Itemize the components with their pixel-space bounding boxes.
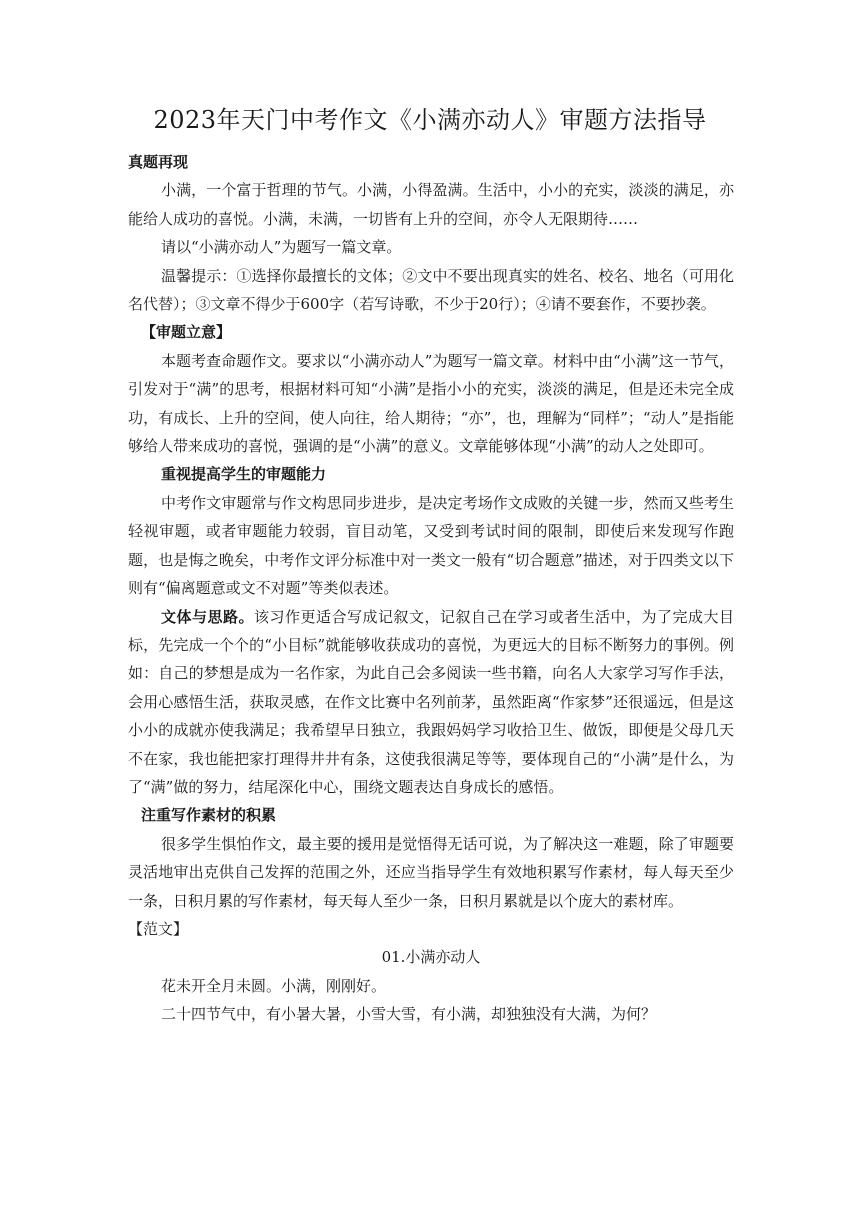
style-lead: 文体与思路。 (161, 607, 254, 626)
document-body (128, 148, 734, 1029)
essay-title: 01.小满亦动人 (381, 948, 481, 967)
paragraph: 花未开全月未圆。小满，刚刚好。 (161, 976, 387, 995)
document-title: 2023年天门中考作文《小满亦动人》审题方法指导 (153, 106, 707, 134)
paragraph: 二十四节气中，有小暑大暑，小雪大雪，有小满，却独独没有大满，为何？ (161, 1005, 657, 1024)
style-text: 该习作更适合写成记叙文，记叙自己在学习或者生活中，为了完成大目标，先完成一个个的“小目标”就能够收获成功的喜悦，为更远大的目标不断努力的事例。例如：自己的梦想是成为一名作家，为此自己会多阅读一些书籍，向名人大家学习写作手法，会用心感悟生活，获取灵感，在作文比赛中名列前茅，虽然距离“作家梦”还很遥远，但是这小小的成就亦使我满足；我希望早日独立，我跟妈妈学习收拾卫生、做饭，即便是父母几天不在家，我也能把家打理得井井有条，这使我很满足等等，要体现自己的“小满”是什么，为了“满”做的努力，结尾深化中心，围绕文题表达自身成长的感悟。 (128, 607, 734, 796)
section-heading-material: 注重写作素材的积累 (141, 806, 277, 825)
paragraph: 温馨提示：①选择你最擅长的文体；②文中不要出现真实的姓名、校名、地名（可用化名代替）；③文章不得少于600字（若写诗歌，不少于20行）；④请不要套作，不要抄袭。 (128, 266, 734, 314)
paragraph: 请以“小满亦动人”为题写一篇文章。 (161, 238, 402, 257)
paragraph-style (128, 603, 734, 802)
paragraph: 本题考查命题作文。要求以“小满亦动人”为题写一篇文章。材料中由“小满”这一节气，引发对于“满”的思考，根据材料可知“小满”是指小小的充实，淡淡的满足，但是还未完全成功，有成长、上升的空间，使人向往，给人期待；“亦”，也，理解为“同样”；“动人”是指能够给人带来成功的喜悦，强调的是“小满”的意义。文章能够体现“小满”的动人之处即可。 (128, 351, 734, 456)
paragraph: 小满，一个富于哲理的节气。小满，小得盈满。生活中，小小的充实，淡淡的满足，亦能给人成功的喜悦。小满，未满，一切皆有上升的空间，亦令人无限期待…… (128, 181, 734, 228)
section-heading-sample: 【范文】 (128, 919, 189, 938)
paragraph: 很多学生惧怕作文，最主要的援用是觉悟得无话可说，为了解决这一难题，除了审题要灵活地审出克供自己发挥的范围之外，还应当指导学生有效地积累写作素材，每人每天至少一条，日积月累的写作素材，每天每人至少一条，日积月累就是以个庞大的素材库。 (128, 834, 734, 910)
paragraph: 中考作文审题常与作文构思同步进步，是决定考场作文成败的关键一步，然而又些考生轻视审题，或者审题能力较弱，盲目动笔，又受到考试时间的限制，即使后来发现写作跑题，也是悔之晚矣，中考作文评分标准中对一类文一般有“切合题意”描述，对于四类文以下则有“偏离题意或文不对题”等类似表述。 (128, 493, 734, 598)
section-heading-ability: 重视提高学生的审题能力 (161, 465, 327, 484)
section-heading-intent: 【审题立意】 (141, 323, 232, 342)
section-heading-real-question: 真题再现 (128, 153, 189, 171)
